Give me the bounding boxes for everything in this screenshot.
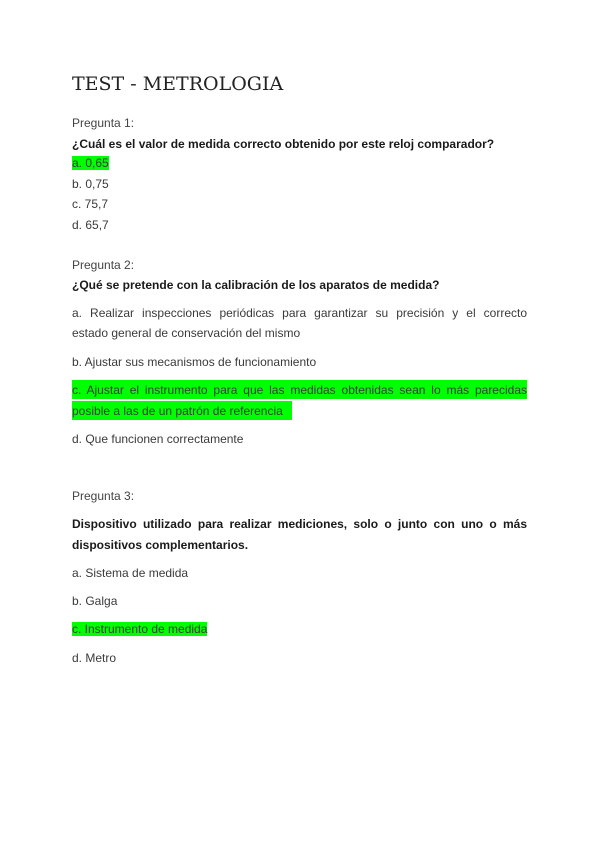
question-1-text: ¿Cuál es el valor de medida correcto obtenido por este reloj comparador? [72,137,495,151]
question-2-option-c-line2: posible a las de un patrón de referencia [72,404,283,418]
question-1-option-b: b. 0,75 [72,177,109,191]
question-3-option-a: a. Sistema de medida [72,566,189,580]
question-1-option-d: d. 65,7 [72,218,109,232]
highlighted-answer: a. 0,65 [72,156,109,170]
question-2-text: ¿Qué se pretende con la calibración de los aparatos de medida? [72,278,440,292]
page-title: TEST - METROLOGIA [72,73,284,95]
highlighted-answer: c. Instrumento de medida [72,622,208,636]
question-1-label: Pregunta 1: [72,116,135,130]
question-1-option-a [72,155,109,171]
question-1-option-c: c. 75,7 [72,197,109,211]
question-3-option-b: b. Galga [72,594,118,608]
question-3-text-line1: Dispositivo utilizado para realizar mediciones, solo o junto con uno o más [72,517,527,531]
question-3-text-line2: dispositivos complementarios. [72,538,249,552]
question-2-option-a-line1: a. Realizar inspecciones periódicas para garantizar su precisión y el correcto [72,306,527,320]
question-2-option-d: d. Que funcionen correctamente [72,432,244,446]
question-2-option-b: b. Ajustar sus mecanismos de funcionamiento [72,355,317,369]
question-3-option-d: d. Metro [72,651,117,665]
question-3-option-c [72,621,207,637]
question-2-option-c-line1: c. Ajustar el instrumento para que las medidas obtenidas sean lo más parecidas [72,383,527,397]
question-2-option-a-line2: estado general de conservación del mismo [72,326,301,340]
question-2-label: Pregunta 2: [72,258,135,272]
question-3-label: Pregunta 3: [72,489,135,503]
